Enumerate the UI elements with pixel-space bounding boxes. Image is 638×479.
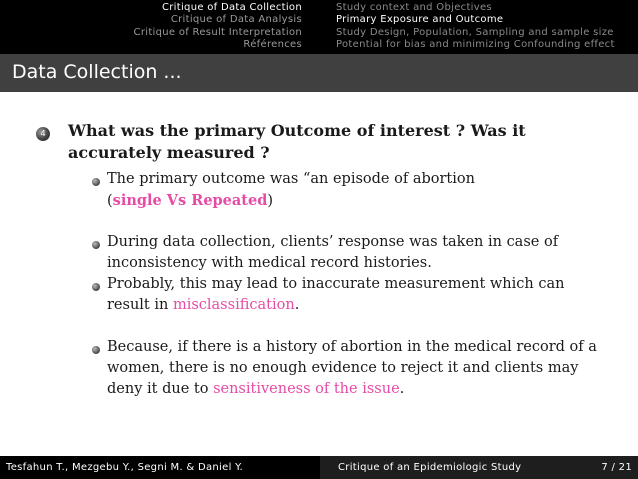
subsection-nav	[336, 2, 636, 52]
footer-authors: Tesfahun T., Mezgebu Y., Segni M. & Daniel Y.	[6, 462, 244, 473]
bullet-icon	[92, 178, 100, 186]
nav-subsection-exposure-outcome[interactable]: Primary Exposure and Outcome	[336, 14, 504, 26]
bullet-data-collection: During data collection, clients’ response was taken in case of inconsistency with medical record histories.	[107, 234, 559, 271]
bullet-text: )	[267, 193, 274, 209]
nav-subsection-bias[interactable]: Potential for bias and minimizing Confounding effect	[336, 39, 615, 51]
nav-subsection-design[interactable]: Study Design, Population, Sampling and sample size	[336, 26, 614, 38]
highlight-text: sensitiveness of the issue	[213, 381, 400, 397]
section-nav	[0, 2, 302, 52]
frame-title: Data Collection ...	[12, 61, 182, 83]
bullet-text: Because, if there is a history of abortion in the medical record of a women, there is no enough evidence to reject it and clients may deny it due to	[107, 339, 597, 397]
bullet-text: .	[399, 381, 405, 397]
highlight-text: misclassification	[172, 297, 295, 313]
bullet-icon	[92, 346, 100, 354]
bullet-text: .	[294, 297, 300, 313]
bullet-text: The primary outcome was “an episode of abortion	[107, 171, 475, 187]
bullet-icon	[92, 283, 100, 291]
nav-section-references[interactable]: Références	[243, 39, 302, 51]
bullet-text: Probably, this may lead to inaccurate measurement which can result in	[107, 276, 565, 313]
question-text: What was the primary Outcome of interest ? Was it accurately measured ?	[68, 121, 526, 162]
bullet-icon	[92, 241, 100, 249]
frame-title-bar	[0, 54, 638, 92]
navigation-header	[0, 0, 638, 54]
page-number: 7 / 21	[601, 462, 632, 473]
bullet-misclassification	[107, 274, 597, 316]
bullet-text: (	[107, 193, 113, 209]
slide-footer	[0, 456, 638, 479]
nav-subsection-context[interactable]: Study context and Objectives	[336, 2, 492, 13]
footer-right-panel	[320, 456, 638, 479]
question-number-badge: 4	[36, 127, 50, 141]
bullet-sensitiveness	[107, 337, 597, 400]
nav-section-result-interpretation[interactable]: Critique of Result Interpretation	[133, 26, 302, 38]
bullet-primary-outcome	[107, 169, 597, 212]
highlight-text: single Vs Repeated	[112, 192, 268, 209]
nav-section-data-collection[interactable]: Critique of Data Collection	[161, 2, 302, 13]
nav-section-data-analysis[interactable]: Critique of Data Analysis	[170, 14, 302, 26]
footer-short-title: Critique of an Epidemiologic Study	[338, 462, 522, 473]
